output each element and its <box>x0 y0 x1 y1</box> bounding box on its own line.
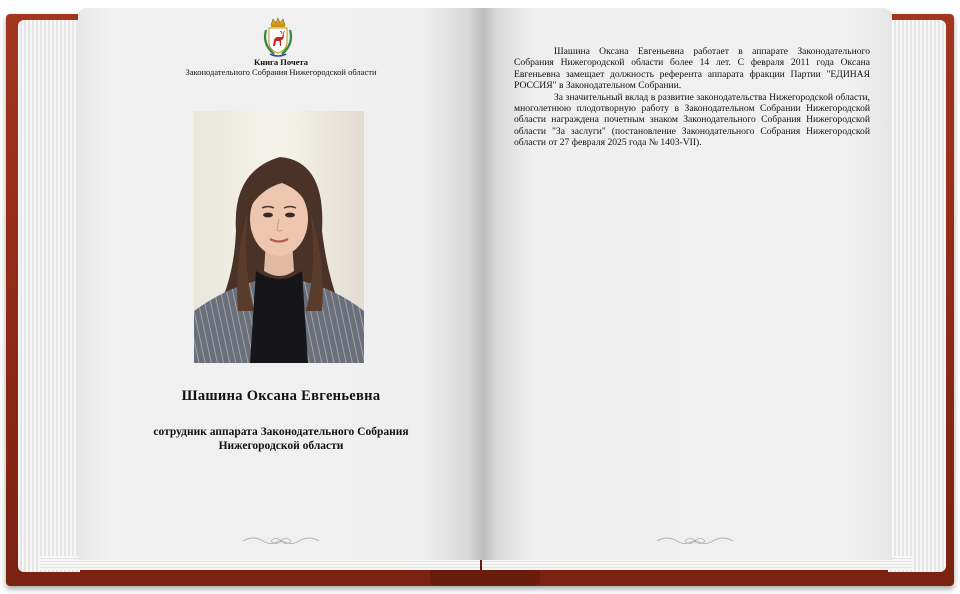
coat-of-arms-icon <box>260 16 296 58</box>
biography-paragraph: За значительный вклад в развитие законодательства Нижегородской области, многолетнюю плодотворную работу в Законодательном Собрании Нижегородской области награждена почетным знаком Законодательного Собрания Нижегородской области "За заслуги" (постановление Законодательного Собрания Нижегородской области от 27 февраля 2025 года № 1403-VII). <box>514 91 870 149</box>
book-subtitle: Законодательного Собрания Нижегородской области <box>185 67 377 77</box>
person-name: Шашина Оксана Евгеньевна <box>181 388 381 404</box>
left-page-stack <box>18 20 80 572</box>
right-page-stack <box>888 20 946 572</box>
portrait-photo <box>194 111 364 363</box>
book-title: Книга Почета <box>254 57 308 67</box>
flourish-divider-icon <box>241 534 321 548</box>
person-role: сотрудник аппарата Законодательного Собрания Нижегородской области <box>153 426 409 452</box>
biography-paragraph: Шашина Оксана Евгеньевна работает в аппарате Законодательного Собрания Нижегородской области более 14 лет. С февраля 2011 года Оксана Евгеньевна замещает должность референта аппарата фракции Партии "ЕДИНАЯ РОССИЯ" в Законодательном Собрании. <box>514 46 870 92</box>
flourish-divider-icon <box>655 534 735 548</box>
left-page <box>78 8 484 560</box>
biography-text <box>514 46 870 149</box>
right-page <box>484 8 892 560</box>
portrait-image <box>194 111 364 363</box>
